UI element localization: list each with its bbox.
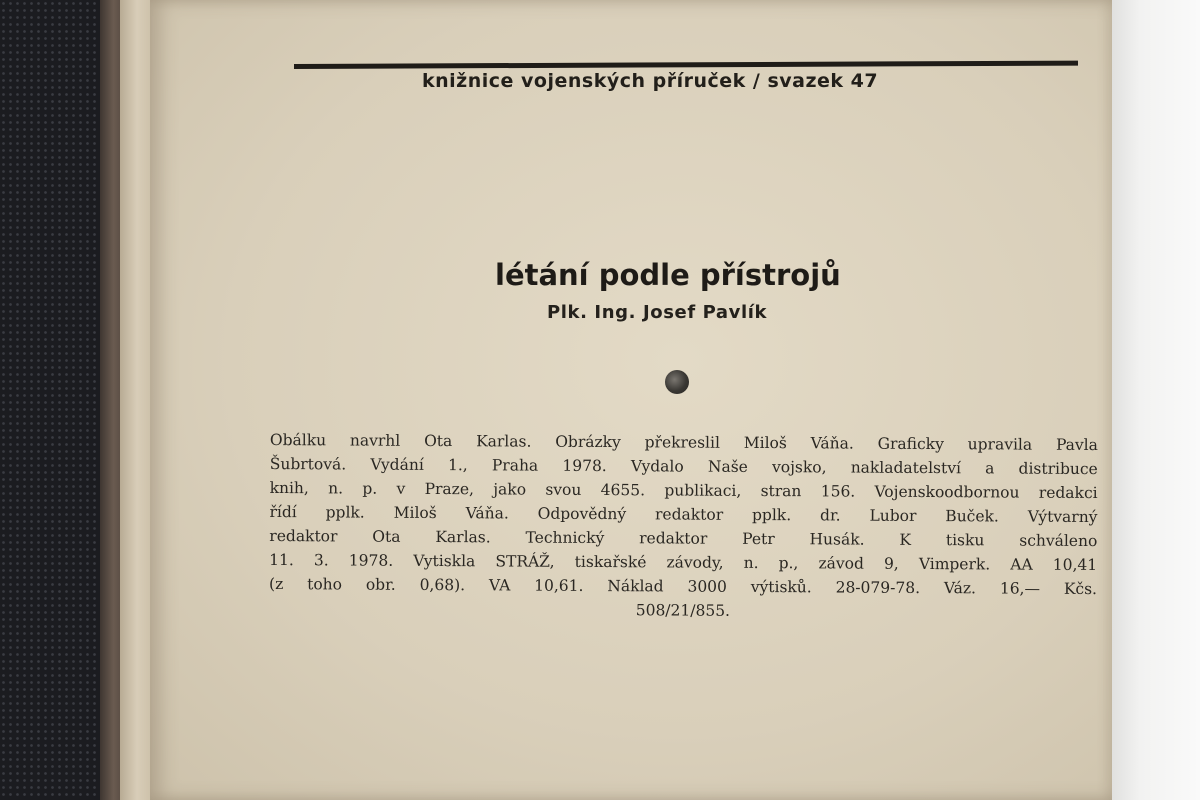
book-title: létání podle přístrojů [495,258,841,292]
page-edge [120,0,154,800]
imprint-line: 11. 3. 1978. Vytiskla STRÁŽ, tiskařské závody, n. p., závod 9, Vimperk. AA 10,41 [269,550,1098,575]
ornament-dot [665,370,689,394]
imprint-line: Šubrtová. Vydání 1., Praha 1978. Vydalo Naše vojsko, nakladatelství a distribuce [269,454,1098,479]
imprint-line: (z toho obr. 0,68). VA 10,61. Náklad 3000 výtisků. 28-079-78. Váz. 16,— Kčs. [268,574,1098,599]
imprint-line: Obálku navrhl Ota Karlas. Obrázky překreslil Miloš Váňa. Graficky upravila Pavla [269,430,1098,455]
dark-textured-backdrop [0,0,112,800]
imprint-line: redaktor Ota Karlas. Technický redaktor Petr Husák. K tisku schváleno [269,526,1098,551]
imprint-line: 508/21/855. [635,601,731,620]
series-header: knižnice vojenských příruček / svazek 47 [422,70,879,92]
imprint-line: řídí pplk. Miloš Váňa. Odpovědný redaktor pplk. dr. Lubor Buček. Výtvarný [269,502,1098,527]
light-backdrop [1100,0,1200,800]
book-page [150,0,1112,800]
imprint-line: knih, n. p. v Praze, jako svou 4655. publikaci, stran 156. Vojenskoodbornou redakci [269,478,1098,503]
imprint-paragraph [269,428,1098,625]
author-name: Plk. Ing. Josef Pavlík [547,302,768,323]
